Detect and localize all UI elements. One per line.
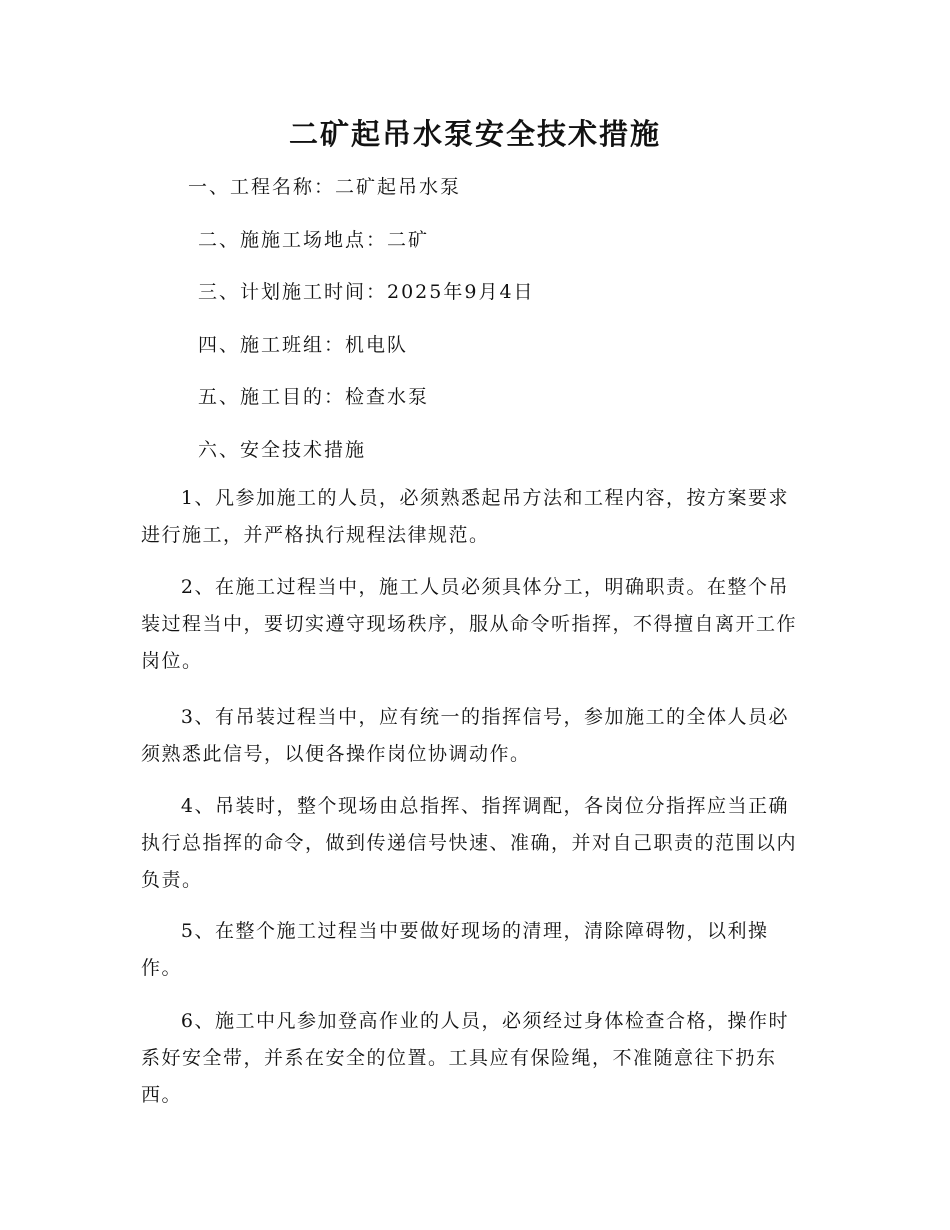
info-schedule: 三、计划施工时间：2025年9月4日: [198, 281, 535, 303]
measure-4: 4、吊装时，整个现场由总指挥、指挥调配，各岗位分指挥应当正确执行总指挥的命令，做到传递信号快速、准确，并对自己职责的范围以内负责。: [141, 795, 798, 891]
measure-5: 5、在整个施工过程当中要做好现场的清理，清除障碍物，以利操作。: [141, 920, 769, 979]
measure-1: 1、凡参加施工的人员，必须熟悉起吊方法和工程内容，按方案要求进行施工，并严格执行规程法律规范。: [141, 487, 789, 546]
info-purpose: 五、施工目的：检查水泵: [198, 386, 430, 408]
info-safety-heading: 六、安全技术措施: [198, 439, 367, 461]
info-site: 二、施施工场地点：二矿: [198, 229, 430, 251]
info-team: 四、施工班组：机电队: [198, 334, 409, 356]
info-project-name: 一、工程名称：二矿起吊水泵: [188, 176, 462, 198]
measure-2: 2、在施工过程当中，施工人员必须具体分工，明确职责。在整个吊装过程当中，要切实遵守现场秩序，服从命令听指挥，不得擅自离开工作岗位。: [141, 576, 798, 672]
measure-6: 6、施工中凡参加登高作业的人员，必须经过身体检查合格，操作时系好安全带，并系在安全的位置。工具应有保险绳，不准随意往下扔东西。: [141, 1010, 789, 1106]
measure-3: 3、有吊装过程当中，应有统一的指挥信号，参加施工的全体人员必须熟悉此信号，以便各操作岗位协调动作。: [141, 706, 789, 765]
document-title: 二矿起吊水泵安全技术措施: [288, 117, 661, 151]
